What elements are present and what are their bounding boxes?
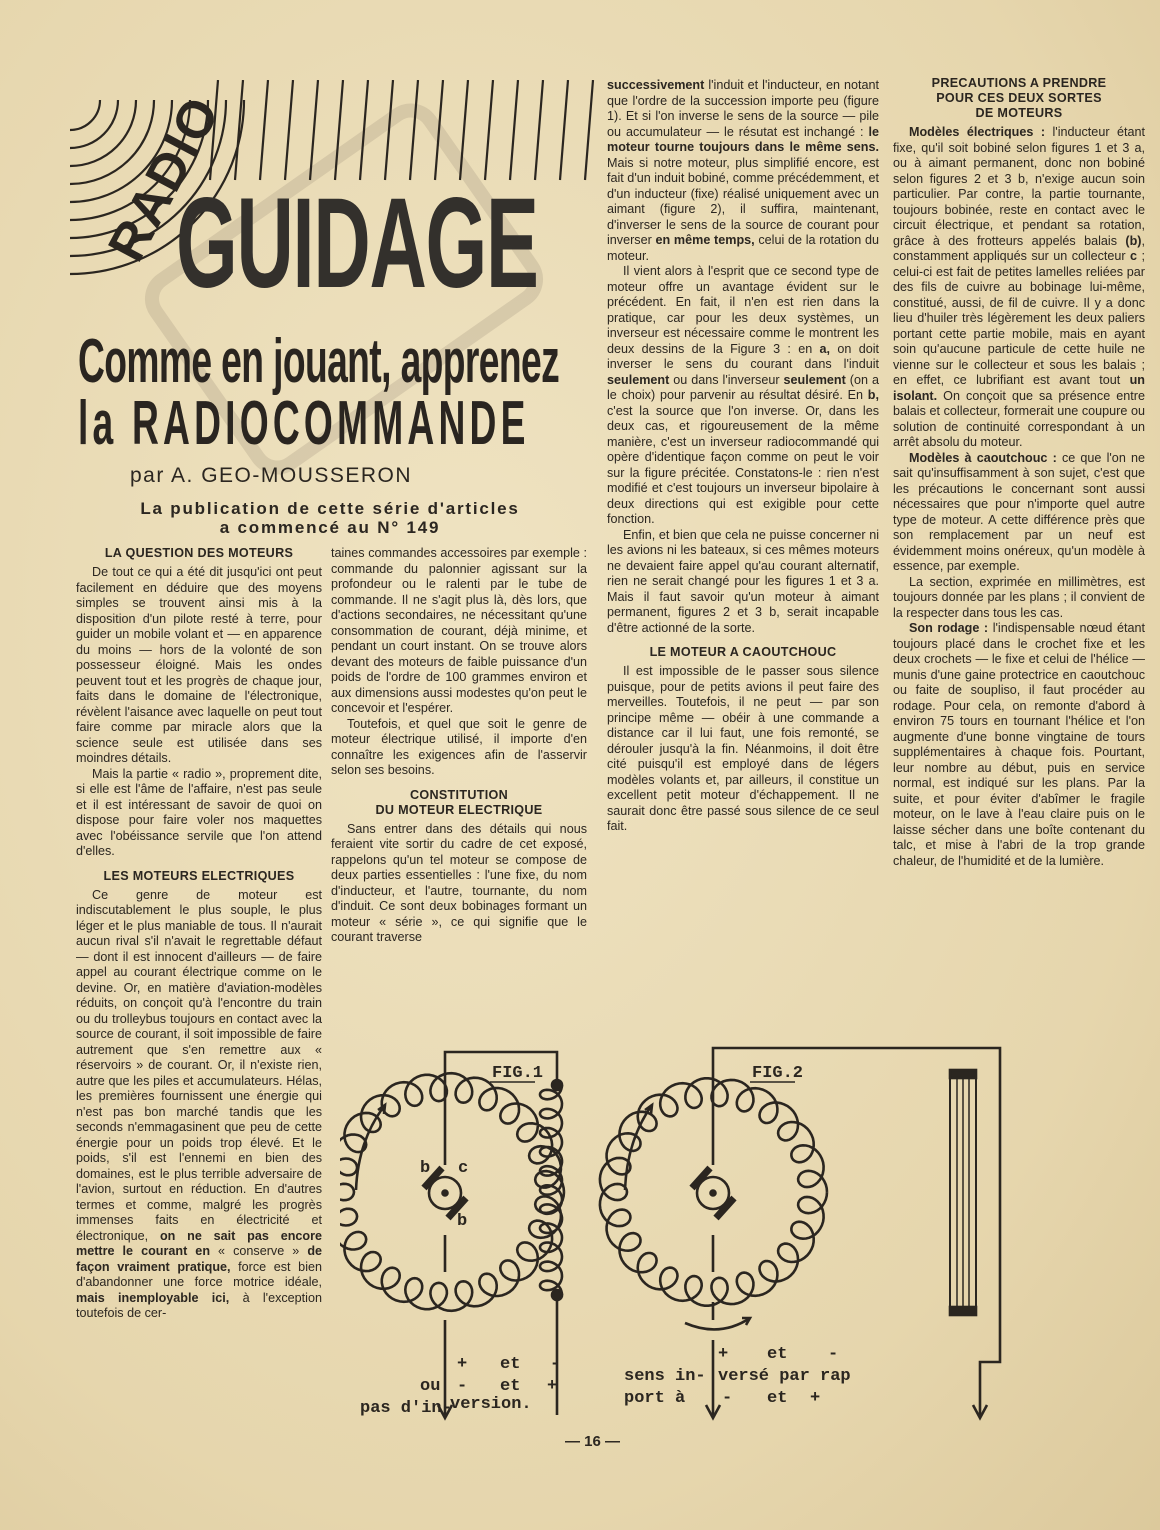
section-heading [893,76,1145,121]
bold-text: seulement [607,372,670,387]
bold-text: b, [867,388,879,402]
text: Enfin, et bien que cela ne puisse concerner ni les avions ni les bateaux, si ces mêmes moteurs ne devaient faire appel qu'au courant alternatif, rien ne serait changé pour les figures 1 et 3 a. Mais il faut savoir qu'un moteur à aimant permanent, figures 2 et 3 b, serait incapable d'être actionné de la sorte. [607,527,879,635]
fig2-label: + [718,1345,729,1364]
fig1-label: pas d'in- [360,1399,452,1418]
wave-line [260,80,268,180]
wave-line [485,80,493,180]
bold-text: successivement [607,78,705,92]
text: on doit inverser le sens du courant dans l'induit [607,341,880,371]
fig1-label: - [457,1377,468,1396]
section-heading [331,788,587,818]
bold-text: un isolant. [893,373,1145,403]
paragraph [607,78,879,264]
fig2-label: sens in- [624,1367,706,1386]
paragraph [76,565,322,767]
headline-line2: la RADIOCOMMANDE [78,389,530,458]
text: Mais la partie « radio », proprement dite, si elle est l'âme de l'affaire, n'est pas seule et il est intéressant de savoir de quoi on dispose pour faire voler nos maquettes avec l'obéissance servile que l'on attend d'elles. [76,766,322,858]
text: La section, exprimée en millimètres, est toujours donnée par les plans ; il convient de la respecter dans tous les cas. [893,574,1145,620]
text: ou dans l'inverseur [669,372,784,387]
bold-text: de façon vraiment pratique, [76,1244,323,1274]
paragraph [607,264,879,528]
paragraph [331,546,587,717]
paragraph [331,822,587,946]
text: , constamment appliqués sur un collecteur [893,233,1145,263]
wave-line [510,80,518,180]
fig2-label: et [767,1345,788,1364]
wave-line [310,80,318,180]
figure-1 [340,1052,564,1418]
text: De tout ce qui a été dit jusqu'ici ont peut facilement en déduire que des moyens simples se trouvent ainsi mis à la disposition d'un pilote resté à terre, pour guider un mobile volant et — en apparence du moins — hors de la volonté de son possesseur éloigné. Mais les ondes peuvent tout et les progrès de chaque jour, faits dans le domaine de l'électronique, révèlent l'aisance avec laquelle on peut tout faire comme par miracle alors que la science seule est utilisée dans ses moindres détails. [76,565,322,765]
bold-text: en même temps, [655,233,755,247]
radio-kicker: RADIO [97,86,232,271]
brush-label: b [457,1212,468,1231]
fig2-label: + [810,1389,821,1408]
armature-coil [340,1073,564,1311]
fig2-label: port à [624,1389,686,1408]
fig2-title: FIG.2 [752,1064,804,1083]
column-3 [607,78,879,835]
text: Toutefois, et quel que soit le genre de moteur électrique utilisé, il importe d'en connaître les exigences afin de l'asservir selon ses besoins. [331,716,587,777]
text: ce que l'on ne sait qu'insuffisamment à son sujet, c'est que les précautions le concernant sont aussi nécessaires que pour n'importe quel autre type de moteur. A cette différence près que son remplacement par un neuf est évidemment moins onéreux, qu'un modèle à essence, par exemple. [893,450,1145,573]
bold-text: Modèles à caoutchouc : [909,450,1057,465]
heading-line: DE MOTEURS [975,106,1063,120]
fig1-label: et [500,1355,521,1374]
section-heading [607,645,879,660]
heading-line: PRECAUTIONS A PRENDRE [931,76,1107,90]
fig2-label: - [722,1389,733,1408]
paragraph [76,767,322,860]
field-coil [540,1085,562,1295]
heading-line: CONSTITUTION [409,787,509,802]
text: Mais si notre moteur, plus simplifié encore, est fait d'un induit bobiné, comme précédemment, et d'un inducteur (fixe) réalisé uniquement avec un aimant (figure 2), il suffira, maintenant, d'inverser le sens de la source de courant pour inverser [607,155,879,247]
text: l'inducteur étant fixe, qu'il soit bobiné selon figures 1 et 3 a, ou à aimant permanent, donc non bobiné selon figures 2 et 3 b, n'exige aucun soin particulier. Par contre, la partie tournante, toujours bobinée, reste en contact avec le circuit électrique, et pendant sa rotation, grâce à des frotteurs appelés balais [893,125,1145,248]
wave-line [285,80,293,180]
fig2-label: versé par rap [718,1367,851,1386]
bold-text: Son rodage : [909,621,989,635]
text: ; celui-ci est fait de petites lamelles reliées par des fils de cuivre au bobinage lui-même, constitué, aussi, de fil de cuivre. Il y a donc lieu d'huiler très légèrement les deux paliers portant cette partie mobile, mais en ayant soin qu'aucune particule de cette huile ne vienne sur le collecteur et sous les balais ; en effet, ce lubrifiant est avant tout [893,249,1145,387]
text: (on a le choix) pour parvenir au résultat désiré. En [607,372,879,402]
fig1-title: FIG.1 [492,1064,544,1083]
wave-line [585,80,593,180]
bold-text: mais inemployable ici, [76,1290,230,1305]
permanent-magnet [950,1070,976,1315]
text: à l'exception toutefois de cer- [76,1290,322,1320]
paragraph [76,888,322,1322]
motor-diagrams [340,1040,1120,1430]
bold-text: Modèles électriques : [909,125,1046,139]
paragraph [893,575,1145,622]
fig1-label: ou [420,1377,441,1396]
paragraph [893,621,1145,869]
fig2-label: et [767,1389,788,1408]
bold-text: c [1130,249,1138,263]
column-4 [893,76,1145,869]
headline-line1: Comme en jouant, apprenez [78,327,560,396]
wave-line [410,80,418,180]
column-2 [331,546,587,946]
fig1-label: + [547,1377,558,1396]
wave-arc [70,100,118,148]
collector-label: c [458,1159,469,1178]
series-note-line1: La publication de cette série d'articles [140,499,520,518]
text: Il vient alors à l'esprit que ce second type de moteur offre un avantage évident sur le précédent. En fait, il n'en est rien dans la pratique, car pour les deux systèmes, un inverseur est nécessaire comme le montrent les deux dessins de la Figure 3 : en [607,264,879,356]
bold-text: (b) [1125,233,1142,248]
text: l'induit et l'inducteur, en notant que l'ordre de la succession importe peu (figure 1). Et si l'on inverse le sens de la source — pile ou accumulateur — le résutat est inchangé : [607,78,879,139]
wave-line [460,80,468,180]
text: c'est la source que l'on inverse. Or, dans les deux cas, et rigoureusement de la même manière, c'est un inverseur radiocommandé qui opère d'identique façon comme on peut le voir sur la figure précitée. Constatons-le : rien n'est modifié et c'est toujours un inverseur bipolaire à deux directions qui est exigible pour cette fonction. [607,403,879,526]
brush-label: b [420,1159,431,1178]
fig1-label: version. [450,1395,532,1414]
fig1-label: + [457,1355,468,1374]
wave-line [335,80,343,180]
paragraph [607,664,879,835]
bold-text: a, [819,341,831,356]
guidage-title-text: GUIDAGE [176,172,538,315]
guidage-title [176,172,556,315]
text: Il est impossible de le passer sous silence puisque, pour de petits avions il peut faire des merveilles. Toutefois, il ne peut — par son principe même — obéir à une commande a distance car il lui faut, une fois remonté, se dérouler jusqu'à la fin. Néanmoins, il doit être cité puisqu'il est employé dans de légers modèles volants et, par ailleurs, il constitue un excellent petit moteur d'échappement. Il ne saurait donc être passé sous silence de ce seul fait. [607,664,879,833]
heading-line: DU MOTEUR ELECTRIQUE [375,802,543,817]
wave-arc [70,100,136,166]
fig1-label: et [500,1377,521,1396]
text: « conserve » [210,1244,308,1258]
heading-line: LA QUESTION DES MOTEURS [104,546,294,560]
paragraph [331,717,587,779]
heading-line: POUR CES DEUX SORTES [936,91,1102,105]
bold-text: le moteur tourne toujours dans le même sens. [607,124,879,154]
text: taines commandes accessoires par exemple : commande du palonnier agissant sur la profondeur ou le ralenti par le tube de commande. Il ne s'agit plus là, dès lors, que d'actions secondaires, ne nécessitant qu'une consommation de courant, déjà minime, et pendant un court instant. On se trouve alors devant des moteurs de faible puissance d'un poids de l'ordre de 100 grammes environ et aux dimensions aussi modestes qu'on peut le concevoir et l'espérer. [331,546,587,715]
text: On conçoit que sa présence entre balais et collecteur, formerait une coupure ou solution de continuité correspondant à un arrêt absolu du moteur. [893,388,1145,449]
text: force est bien d'abandonner une force motrice idéale, [76,1259,322,1289]
figure-2 [600,1048,1000,1418]
wave-line [535,80,543,180]
paragraph [893,451,1145,575]
bold-text: on ne sait pas encore mettre le courant en [76,1228,322,1258]
page-number: — 16 — [565,1433,621,1450]
fig2-label: - [828,1345,839,1364]
section-heading [76,546,322,561]
author-byline: par A. GEO-MOUSSERON [130,464,413,487]
paragraph [893,125,1145,451]
text: celui de la rotation du moteur. [607,233,879,263]
wave-line [560,80,568,180]
wave-line [385,80,393,180]
bold-text: seulement [783,372,846,387]
text: l'indispensable nœud étant toujours placé dans le crochet fixe et les deux crochets — le fixe et celui de l'hélice — munis d'une gaine protectrice en caoutchouc ou faite de soupliso, il faut procéder au rodage. Pour cela, on remonte d'abord à environ 75 tours en tournant l'hélice et l'on augmente d'une bonne vingtaine de tours supplémentaires à chaque fois. Pourtant, leur nombre au début, puis en service normal, est indiqué sur les plans. Par la suite, et pour éviter d'abîmer le fragile moteur, on le lave à l'eau claire puis on le laisse sécher dans une boîte contenant du talc, et mise à l'abri de la trop grande chaleur, de l'humidité et de la lumière. [893,621,1145,868]
paragraph [607,528,879,637]
fig1-label: - [550,1355,561,1374]
heading-line: LE MOTEUR A CAOUTCHOUC [649,645,837,659]
wave-line [435,80,443,180]
heading-line: LES MOTEURS ELECTRIQUES [103,868,295,883]
section-heading [76,869,322,884]
text: Sans entrer dans des détails qui nous feraient vite sortir du cadre de cet exposé, rappelons qu'un tel moteur se compose de deux parties essentielles : l'une fixe, du nom d'inducteur, et l'autre, tournante, du nom d'induit. Ce sont deux bobinages formant un moteur « série », ce qui signifie que le courant traverse [331,821,587,944]
series-note-line2: a commencé au N° 149 [219,518,441,537]
wave-line [360,80,368,180]
text: Ce genre de moteur est indiscutablement le plus souple, le plus léger et le plus maniable de tous. Il n'aurait aucun rival s'il n'avait le regrettable défaut — dont il est innocent d'ailleurs — de faire appel au courant électrique comme on le devine. Or, en matière d'aviation-modèles réduits, on conçoit qu'à l'encontre du train ou du trolleybus toujours en contact avec la source de courant, il soit impossible de faire autrement que s'en remettre aux « réservoirs » de courant. Or, il n'existe rien, autre que les piles et accumulateurs. Hélas, les premières fournissent une énergie qui n'est pas bon marché tandis que les seconds n'emmagasinent que peu de cette énergie pour un poids trop élevé. Et le poids, s'il est l'ennemi en bien des domaines, est le plus terrible adversaire de l'avion, surtout en réduction. En d'autres termes et comme, malgré les progrès immenses faits en électricité et électronique, [76,887,322,1243]
column-1 [76,546,322,1322]
wave-arc [70,100,100,130]
